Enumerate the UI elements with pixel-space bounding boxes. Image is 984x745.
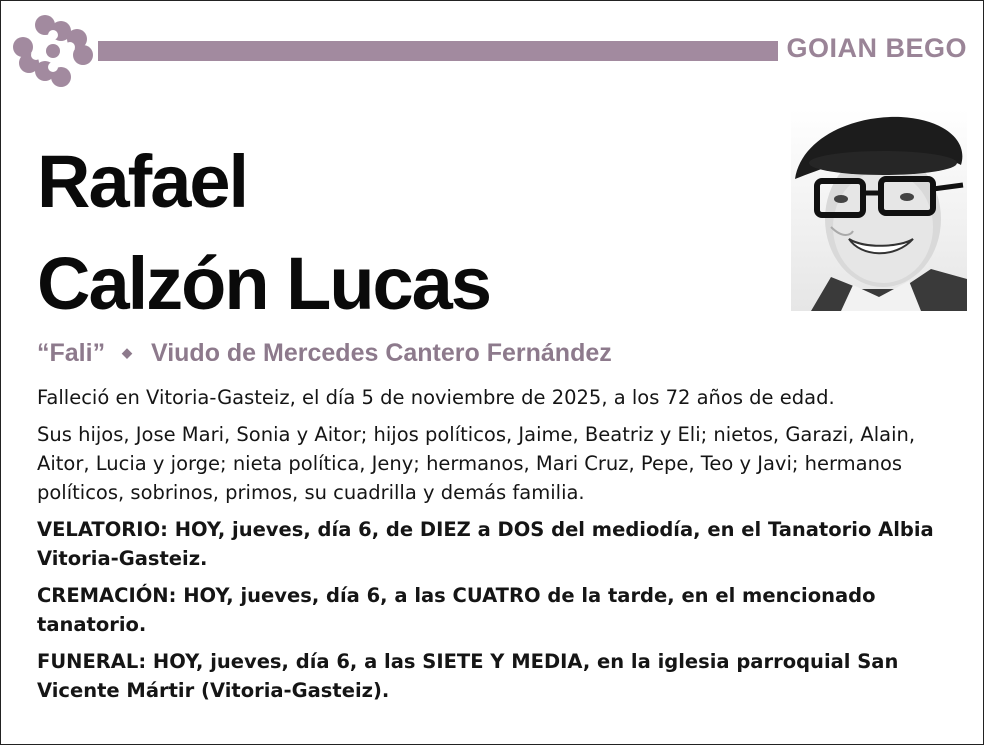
surnames: Calzón Lucas [37, 242, 490, 325]
diamond-separator-icon: ◆ [122, 345, 133, 360]
subtitle [37, 339, 612, 368]
obituary-body [37, 383, 957, 713]
funeral-notice: FUNERAL: HOY, jueves, día 6, a las SIETE Y MEDIA, en la iglesia parroquial San Vicente Mártir (Vitoria-Gasteiz). [37, 650, 899, 702]
relation: Viudo de Mercedes Cantero Fernández [150, 339, 612, 367]
nickname: “Fali” [37, 339, 106, 367]
first-name: Rafael [37, 140, 248, 223]
family-list: Sus hijos, Jose Mari, Sonia y Aitor; hijos políticos, Jaime, Beatriz y Eli; nietos, Garazi, Alain, Aitor, Lucia y jorge; nieta política, Jeny; hermanos, Mari Cruz, Pepe, Teo y Javi; hermanos políticos, sobrinos, primos, su cuadrilla y demás familia. [37, 423, 916, 504]
velatorio-notice: VELATORIO: HOY, jueves, día 6, de DIEZ a DOS del mediodía, en el Tanatorio Albia Vitoria-Gasteiz. [37, 518, 934, 570]
cremacion-notice: CREMACIÓN: HOY, jueves, día 6, a las CUATRO de la tarde, en el mencionado tanatorio. [37, 584, 876, 636]
deceased-name [37, 131, 490, 335]
brand-name: GOIAN BEGO [786, 33, 967, 63]
portrait-photo [791, 109, 967, 311]
death-notice: Falleció en Vitoria-Gasteiz, el día 5 de noviembre de 2025, a los 72 años de edad. [37, 386, 835, 409]
lauburu-icon [13, 13, 93, 89]
header-bar [98, 41, 778, 61]
